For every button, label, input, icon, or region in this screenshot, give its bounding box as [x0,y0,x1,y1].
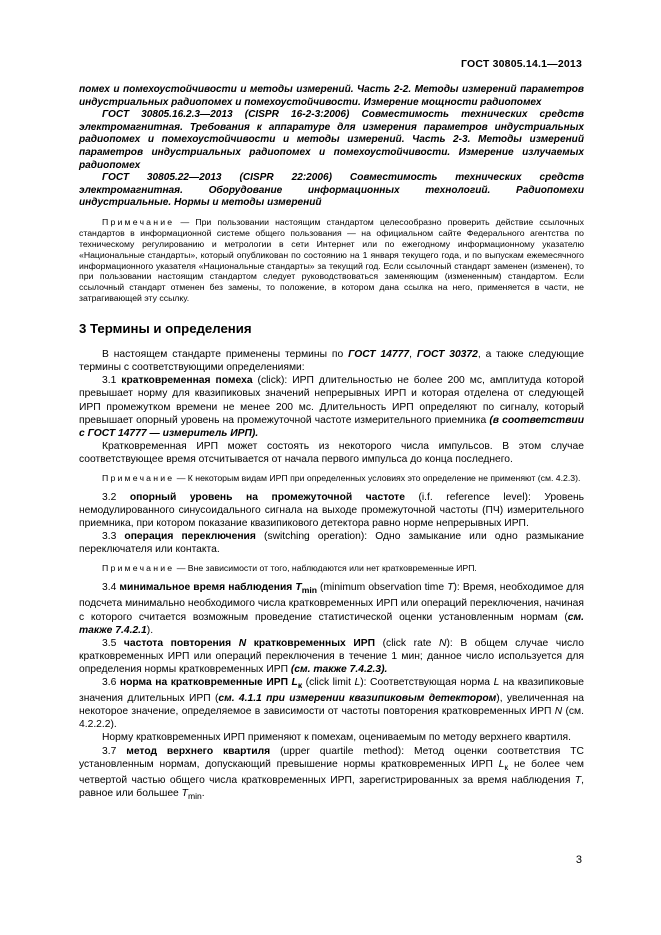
page-number: 3 [575,854,582,866]
note-label: Примечание [102,473,175,484]
note-text: — Вне зависимости от того, наблюдаются или нет кратковременные ИРП. [174,563,477,574]
note-references [79,217,584,304]
reference-entry: ГОСТ 30805.16.2.3—2013 (CISPR 16-2-3:2006) Совместимость технических средств электромагнитная. Требования к аппаратуре для измерения параметров индустриальных радиопомех и помехоустойчивости и методы измерений. Часть 2-3. Методы измерений параметров индустриальных радиопомех и помехоустойчивости. Измерение излучаемых радиопомех [79,109,584,171]
note-3-1 [79,473,584,484]
term-reference: (см. также 7.4.2.3). [290,663,388,675]
term-3-1-continuation: Кратковременная ИРП может состоять из некоторого числа импульсов. В этом случае соответствующее время отсчитывается от начала первого импульса до конца последнего. [79,440,584,465]
reference-link: ГОСТ 14777 [348,349,410,361]
term-reference: см. 4.1.1 при измерении квазипиковым детектором [218,693,497,705]
reference-entry: ГОСТ 30805.22—2013 (CISPR 22:2006) Совместимость технических средств электромагнитная. Оборудование информационных технологий. Радиопомехи индустриальные. Нормы и методы измерений [79,172,584,209]
term-name: опорный уровень на промежуточной частоте [129,491,405,503]
note-label: Примечание [102,216,175,227]
term-3-3: 3.3 операция переключения (switching operation): Одно замыкание или одно размыкание переключателя или контакта. [79,531,584,556]
term-name: метод верхнего квартиля [126,745,271,757]
term-3-5: 3.5 частота повторения N кратковременных ИРП (click rate N): В общем случае число кратковременных ИРП или операций переключения в течение 1 мин; данное число используется для определения нормы кратковременных ИРП (см. также 7.4.2.3). [79,637,584,675]
term-name: операция переключения [124,531,256,543]
term-reference: см. также 7.4.2.1 [79,611,584,636]
term-3-1: 3.1 кратковременная помеха (click): ИРП длительностью не более 200 мс, амплитуда которой превышает норму для квазипиковых значений непрерывных ИРП и которая отделена от следующей ИРП промежутком времени не менее 200 мс. Длительность ИРП определяют по сигналу, который превышает опорный уровень на промежуточной частоте измерительного приемника (в соответствии с ГОСТ 14777 — измеритель ИРП). [79,375,584,439]
intro-paragraph: В настоящем стандарте применены термины по ГОСТ 14777, ГОСТ 30372, а также следующие термины с соответствующими определениями: [79,349,584,374]
page-content [79,84,584,803]
term-3-7: 3.7 метод верхнего квартиля (upper quartile method): Метод оценки соответствия ТС установленным нормам, допускающий превышение нормы кратковременных ИРП $L_к$ не более чем четвертой частью общего числа кратковременных ИРП, зарегистрированных за время наблюдения T, равное или большее $T_{min}$. [79,745,584,801]
term-name: минимальное время наблюдения [119,582,296,594]
note-label: Примечание [102,563,175,574]
term-3-4: 3.4 минимальное время наблюдения $T_{min}$ (minimum observation time T): Время, необходимое для подсчета минимально необходимого числа кратковременных ИРП или операций переключения, начиная с которого считается возможным проведение статистической оценки установленным нормам (см. также 7.4.2.1). [79,582,584,636]
reference-entry-continued: помех и помехоустойчивости и методы измерений. Часть 2-2. Методы измерений параметров индустриальных радиопомех и помехоустойчивости. Измерение мощности радиопомех [79,84,584,108]
note-3-3 [79,563,584,574]
term-name: норма на кратковременные ИРП [119,677,292,689]
reference-link: ГОСТ 30372 [416,349,478,361]
document-code-header: ГОСТ 30805.14.1—2013 [460,58,582,70]
term-3-6-continuation: Норму кратковременных ИРП применяют к помехам, оцениваемым по методу верхнего квартиля. [102,732,571,744]
note-text: — При пользовании настоящим стандартом целесообразно проверить действие ссылочных стандартов в информационной системе общего пользования — на официальном сайте Федерального агентства по техническому регулированию и метрологии в сети Интернет или по ежегодному информационному указателю «Национальные стандарты», который опубликован по состоянию на 1 января текущего года, и по выпускам ежемесячного информационного указателя «Национальные стандарты» за текущий год. Если ссылочный стандарт заменен (изменен), то при пользовании настоящим стандартом следует руководствоваться заменяющим (измененным) стандартом. Если ссылочный стандарт отменен без замены, то положение, в котором дана ссылка на него, применяется в части, не затрагивающей эту ссылку. [79,216,584,304]
term-3-6: 3.6 норма на кратковременные ИРП $L_к$ (click limit L): Соответствующая норма L на квазипиковые значения длительных ИРП (см. 4.1.1 при измерении квазипиковым детектором), увеличенная на некоторое значение, определяемое в зависимости от частоты повторения кратковременных ИРП N (см. 4.2.2.2). [79,677,584,731]
note-text: — К некоторым видам ИРП при определенных условиях это определение не применяют (см. 4.2.3). [174,473,581,484]
term-reference: (в соответствии с ГОСТ 14777 — измеритель ИРП). [79,414,584,439]
term-name: частота повторения [123,637,239,649]
section-heading: 3 Термины и определения [79,321,252,337]
term-3-2: 3.2 опорный уровень на промежуточной частоте (i.f. reference level): Уровень немодулированного синусоидального сигнала на выходе промежуточной частоты (ПЧ) измерительного приемника, при котором показание квазипикового детектора равно норме непрерывных ИРП. [79,491,584,530]
term-name: кратковременная помеха [121,375,253,387]
